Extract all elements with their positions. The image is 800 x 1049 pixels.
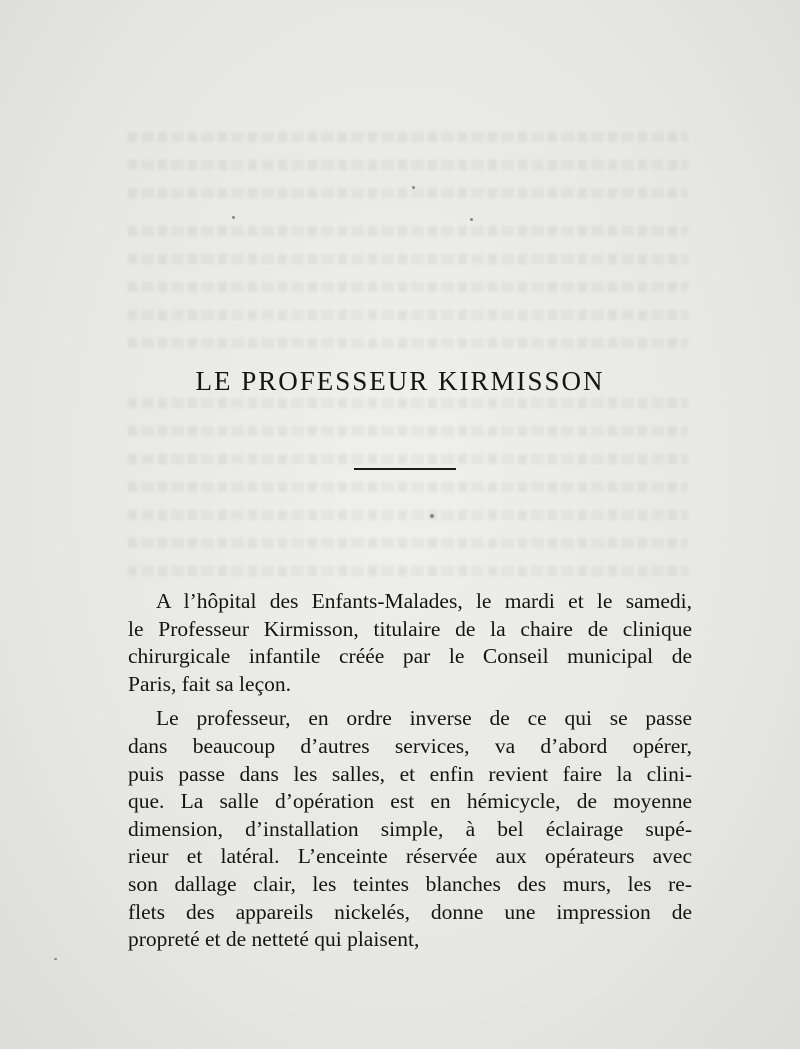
paragraph: [128, 588, 692, 698]
text-line: son dallage clair, les teintes blanches des murs, les re-: [128, 871, 692, 896]
text-line: rieur et latéral. L’enceinte réservée aux opérateurs avec: [128, 844, 692, 869]
text-line: le Professeur Kirmisson, titulaire de la chaire de clinique: [128, 616, 692, 641]
text-line: chirurgicale infantile créée par le Conseil municipal de: [128, 644, 692, 669]
show-through: [128, 426, 688, 436]
show-through: [128, 160, 688, 170]
body-text: [128, 588, 692, 954]
show-through: [128, 254, 688, 264]
paragraph: [128, 705, 692, 953]
text-line: dans beaucoup d’autres services, va d’abord opérer,: [128, 733, 692, 758]
text-line: Le professeur, en ordre inverse de ce qui se passe: [156, 706, 692, 731]
show-through: [128, 188, 688, 198]
show-through: [128, 398, 688, 408]
show-through: [128, 310, 688, 320]
text-line: flets des appareils nickelés, donne une impression de: [128, 899, 692, 924]
show-through: [128, 338, 688, 348]
show-through: [128, 482, 688, 492]
text-line: puis passe dans les salles, et enfin revient faire la clini-: [128, 761, 692, 786]
show-through: [128, 538, 688, 548]
text-line: que. La salle d’opération est en hémicycle, de moyenne: [128, 789, 692, 814]
show-through: [128, 226, 688, 236]
title-rule: [354, 468, 456, 470]
show-through: [128, 566, 688, 576]
paper-speck: [412, 186, 415, 189]
show-through: [128, 132, 688, 142]
paper-speck: [54, 958, 57, 960]
chapter-title: LE PROFESSEUR KIRMISSON: [195, 366, 605, 396]
show-through: [128, 454, 688, 464]
paper-speck: [232, 216, 235, 219]
text-line: Paris, fait sa leçon.: [128, 671, 291, 696]
text-line: A l’hôpital des Enfants-Malades, le mardi et le samedi,: [156, 589, 692, 613]
paper-speck: [430, 514, 434, 518]
show-through: [128, 282, 688, 292]
text-line: propreté et de netteté qui plaisent,: [128, 927, 420, 952]
paper-speck: [470, 218, 473, 221]
text-line: dimension, d’installation simple, à bel éclairage supé-: [128, 816, 692, 841]
show-through: [128, 510, 688, 520]
